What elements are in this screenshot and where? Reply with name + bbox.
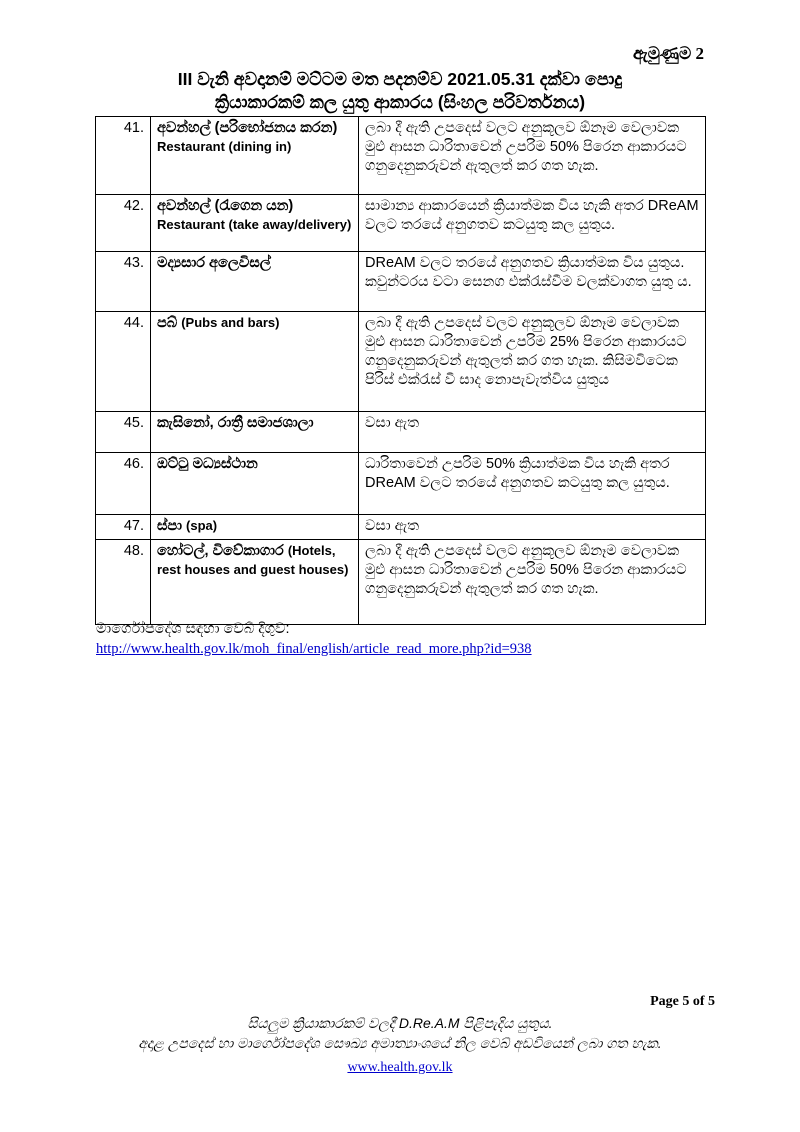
footer-note-dream: සියලුම ක්‍රියාකාරකම් වලදී D.Re.A.M පිළිපැදිය යුතුය. bbox=[247, 1015, 553, 1031]
activity-sinhala: හෝටල්, විවේකාගාර bbox=[157, 543, 284, 560]
row-number: 44. bbox=[96, 312, 151, 412]
activity-english: (Hotels, rest houses and guest houses) bbox=[157, 543, 349, 578]
title-line-1: III වැනි අවදානම් මට්ටම මත පදනම්ව 2021.05.31 දක්වා පොදු bbox=[177, 69, 623, 89]
activity-cell bbox=[151, 117, 359, 195]
guidelines-link-label: මාර්ගෝපදේශ සඳහා වෙබ් දිගුව: bbox=[96, 621, 290, 637]
row-number: 46. bbox=[96, 453, 151, 515]
table-row bbox=[96, 312, 706, 412]
instruction-cell: DReAM වලට තරයේ අනුගතව ක්‍රියාත්මක විය යුතුය. කවුන්ටරය වටා සෙනග එක්රැස්වීම වලක්වාගත යුතු ය. bbox=[359, 252, 706, 312]
row-number: 45. bbox=[96, 412, 151, 453]
table-row bbox=[96, 515, 706, 540]
table-row bbox=[96, 540, 706, 625]
table-row bbox=[96, 412, 706, 453]
row-number: 42. bbox=[96, 195, 151, 252]
activity-sinhala: පබ් bbox=[157, 315, 178, 331]
guidelines-link-section bbox=[96, 620, 720, 659]
instruction-cell: වසා ඇත bbox=[359, 412, 706, 453]
instruction-cell: ලබා දී ඇති උපදෙස් වලට අනුකූලව ඕනෑම වෙලාවක මුළු ආසන ධාරිතාවෙන් උපරිම 25% පිරෙන ආකාරයට ගනුදෙනුකරුවන් ඇතුලත් කර ගත හැක. කිසිමවිටෙක පිරිස් එක්රැස් වී සාද නොපැවැත්විය යුතුය bbox=[359, 312, 706, 412]
table-row bbox=[96, 252, 706, 312]
table-row bbox=[96, 195, 706, 252]
instruction-cell: සාමාන්‍ය ආකාරයෙන් ක්‍රියාත්මක විය හැකි අතර DReAM වලට තරයේ අනුගතව කටයුතු කල යුතුය. bbox=[359, 195, 706, 252]
activity-cell bbox=[151, 540, 359, 625]
row-number: 41. bbox=[96, 117, 151, 195]
activity-sinhala: අවන්හල් (පරිභෝජනය කරන) bbox=[157, 120, 338, 136]
activity-english: Restaurant (take away/delivery) bbox=[157, 217, 352, 233]
page-number: Page 5 of 5 bbox=[650, 994, 715, 1009]
table-row bbox=[96, 453, 706, 515]
table-row bbox=[96, 117, 706, 195]
activity-cell bbox=[151, 195, 359, 252]
annexure-label: ඇමුණුම 2 bbox=[632, 44, 704, 63]
activity-cell bbox=[151, 252, 359, 312]
document-title bbox=[60, 68, 740, 114]
guidelines-hyperlink[interactable]: http://www.health.gov.lk/moh_final/english/article_read_more.php?id=938 bbox=[96, 640, 532, 657]
footer-note-ministry: අදාළ උපදෙස් හා මාර්ගෝපදේශ සෞඛ්‍ය අමාත්‍යාංශයේ නිල වෙබ් අඩවියෙන් ලබා ගත හැක. bbox=[138, 1035, 662, 1052]
instruction-cell: ලබා දී ඇති උපදෙස් වලට අනුකූලව ඕනෑම වෙලාවක මුළු ආසන ධාරිතාවෙන් උපරිම 50% පිරෙන ආකාරයට ගනුදෙනුකරුවන් ඇතුලත් කර ගත හැක. bbox=[359, 540, 706, 625]
activity-cell bbox=[151, 453, 359, 515]
instruction-cell: ලබා දී ඇති උපදෙස් වලට අනුකූලව ඕනෑම වෙලාවක මුළු ආසන ධාරිතාවෙන් උපරිම 50% පිරෙන ආකාරයට ගනුදෙනුකරුවන් ඇතුලත් කර ගත හැක. bbox=[359, 117, 706, 195]
activity-sinhala: මද්‍යසාර අලෙවිසල් bbox=[157, 255, 271, 271]
activity-sinhala: අවන්හල් (රැගෙන යන) bbox=[157, 198, 294, 214]
activity-cell bbox=[151, 412, 359, 453]
title-line-2: ක්‍රියාකාරකම් කල යුතු ආකාරය (සිංහල පරිවර්තනය) bbox=[214, 92, 586, 113]
activities-table bbox=[95, 116, 706, 625]
row-number: 48. bbox=[96, 540, 151, 625]
row-number: 43. bbox=[96, 252, 151, 312]
health-website-link[interactable]: www.health.gov.lk bbox=[347, 1059, 453, 1075]
activity-english: Restaurant (dining in) bbox=[157, 139, 292, 155]
instruction-cell: වසා ඇත bbox=[359, 515, 706, 540]
activity-cell bbox=[151, 515, 359, 540]
activity-sinhala: ස්පා bbox=[157, 518, 183, 534]
activity-sinhala: ඔට්ටු මධ්‍යස්ථාන bbox=[157, 456, 258, 472]
instruction-cell: ධාරිතාවෙන් උපරිම 50% ක්‍රියාත්මක විය හැකි අතර DReAM වලට තරයේ අනුගතව කටයුතු කල යුතුය. bbox=[359, 453, 706, 515]
activity-english: (Pubs and bars) bbox=[181, 315, 280, 330]
row-number: 47. bbox=[96, 515, 151, 540]
activity-sinhala: කැසිනෝ, රාත්‍රී සමාජශාලා bbox=[157, 415, 314, 431]
footer-notes bbox=[40, 1013, 760, 1078]
activity-english: (spa) bbox=[186, 518, 218, 533]
activity-cell bbox=[151, 312, 359, 412]
